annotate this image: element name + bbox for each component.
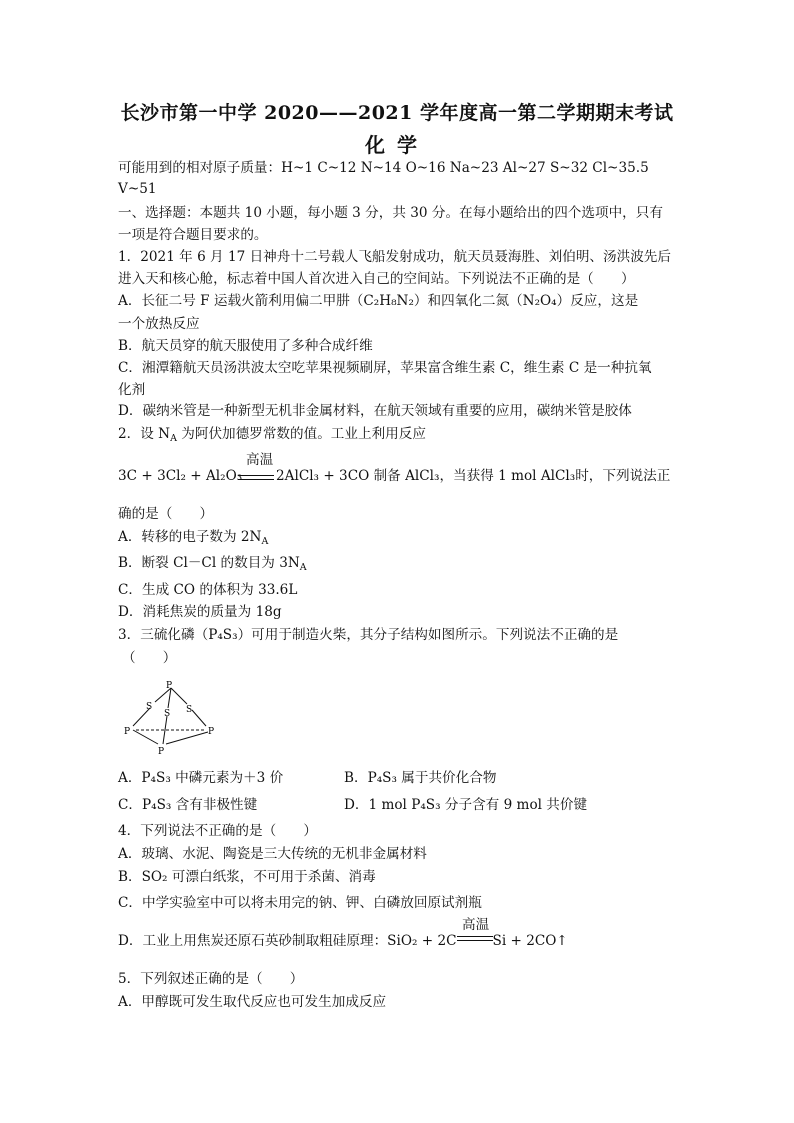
q1-a-text-post: ）反应，这是 [556,293,639,309]
section1-intro-line2: 一项是符合题目要求的。 [118,227,268,243]
q5-stem: 5．下列叙述正确的是（ ） [118,971,304,987]
q4-stem: 4．下列说法不正确的是（ ） [118,823,317,839]
q1-option-c-line1: C．湘潭籍航天员汤洪波太空吃苹果视频刷屏，苹果富含维生素 C，维生素 C 是一种抗氧 [118,360,652,376]
q1-option-a-line1: A．长征二号 F 运载火箭利用偏二甲肼（C₂H₈N₂）和四氧化二氮（N₂O₄）反应，这是 [118,293,639,309]
q2-option-d: D．消耗焦炭的质量为 18g [118,604,282,620]
q2-stem-pre: 2．设 N [118,426,171,442]
q2-eq-right-text: 2AlCl₃ + 3CO [276,468,370,484]
atom-p-left: P [124,727,131,737]
q4-condition-label: 高温 [462,917,490,933]
q3-option-c: C．P₄S₃ 含有非极性键 [118,797,258,813]
q3-stem-line2: （ ） [122,650,177,666]
q4-option-b: B．SO₂ 可漂白纸浆，不可用于杀菌、消毒 [118,869,376,885]
q2-equation-right [276,470,670,484]
q2-b-sub: A [299,562,307,573]
q2-a-sub: A [261,536,269,547]
atom-s-left: S [146,702,153,712]
q1-option-b: B．航天员穿的航天服使用了多种合成纤维 [118,338,373,354]
q2-stem-line1 [118,428,426,442]
q1-a-text-mid: ）和四氧化二氮（N [413,293,535,309]
q5-option-a: A．甲醇既可发生取代反应也可发生加成反应 [118,994,387,1010]
atom-p-top: P [166,681,173,691]
q2-condition-label: 高温 [246,452,274,468]
q3-option-a: A．P₄S₃ 中磷元素为＋3 价 [118,770,284,786]
q2-a-text: A．转移的电子数为 2N [118,529,262,545]
q4-option-a: A．玻璃、水泥、陶瓷是三大传统的无机非金属材料 [118,846,427,862]
q1-option-c-line2: 化剂 [118,382,146,398]
q4-d-text-post: Si + 2CO↑ [492,933,568,949]
q2-stem-post: 为阿伏加德罗常数的值。工业上利用反应 [176,426,426,442]
atomic-masses-line1: 可能用到的相对原子质量：H~1 C~12 N~14 O~16 Na~23 Al~27 S~32 Cl~35.5 [118,160,649,176]
atom-s-center: S [164,709,171,719]
atom-p-right: P [208,727,215,737]
q4-d-text-pre: D．工业上用焦炭还原石英砂制取粗硅原理：SiO₂ + 2C [118,933,457,949]
q2-eq-tail-text: 制备 AlCl₃，当获得 1 mol AlCl₃时，下列说法正 [369,468,671,484]
q2-stem-line3: 确的是（ ） [118,506,214,522]
q2-option-c: C．生成 CO 的体积为 33.6L [118,582,298,598]
q1-option-a-line2: 一个放热反应 [118,316,200,332]
q3-stem-line1: 3．三硫化磷（P₄S₃）可用于制造火柴，其分子结构如图所示。下列说法不正确的是 [118,627,619,643]
q3-option-b: B．P₄S₃ 属于共价化合物 [344,770,497,786]
atomic-masses-line2: V~51 [118,181,157,197]
p4s3-structure-diagram [118,676,224,756]
q1-stem-line2: 进入天和核心舱，标志着中国人首次进入自己的空间站。下列说法不正确的是（ ） [118,271,635,287]
q2-equals-sign [238,475,274,480]
q2-b-text: B．断裂 Cl－Cl 的数目为 3N [118,555,300,571]
q2-stem-sub: A [170,433,177,444]
q1-option-d: D．碳纳米管是一种新型无机非金属材料，在航天领域有重要的应用，碳纳米管是胶体 [118,403,632,419]
q2-equation-left: 3C + 3Cl₂ + Al₂O₃ [118,468,243,484]
q2-option-b [118,557,307,571]
q1-a-text-pre: A．长征二号 F 运载火箭利用偏二甲肼（C [118,293,374,309]
atom-p-bottom: P [158,747,165,756]
atom-s-right: S [186,705,193,715]
q2-option-a [118,531,268,545]
q3-stem-post: ）可用于制造火柴，其分子结构如图所示。下列说法不正确的是 [237,627,619,643]
q4-equals-sign [457,936,493,941]
section1-intro-line1: 一、选择题：本题共 10 小题，每小题 3 分，共 30 分。在每小题给出的四个选项中，只有 [118,205,663,221]
q3-option-d: D．1 mol P₄S₃ 分子含有 9 mol 共价键 [344,797,588,813]
q1-stem-line1: 1．2021 年 6 月 17 日神舟十二号载人飞船发射成功，航天员聂海胜、刘伯明、汤洪波先后 [118,249,671,265]
q4-option-c: C．中学实验室中可以将未用完的钠、钾、白磷放回原试剂瓶 [118,895,482,911]
exam-title: 长沙市第一中学 2020——2021 学年度高一第二学期期末考试 [120,102,674,124]
q4-option-d [118,935,568,949]
subject-title: 化学 [365,133,429,157]
q3-stem-pre: 3．三硫化磷（P [118,627,218,643]
